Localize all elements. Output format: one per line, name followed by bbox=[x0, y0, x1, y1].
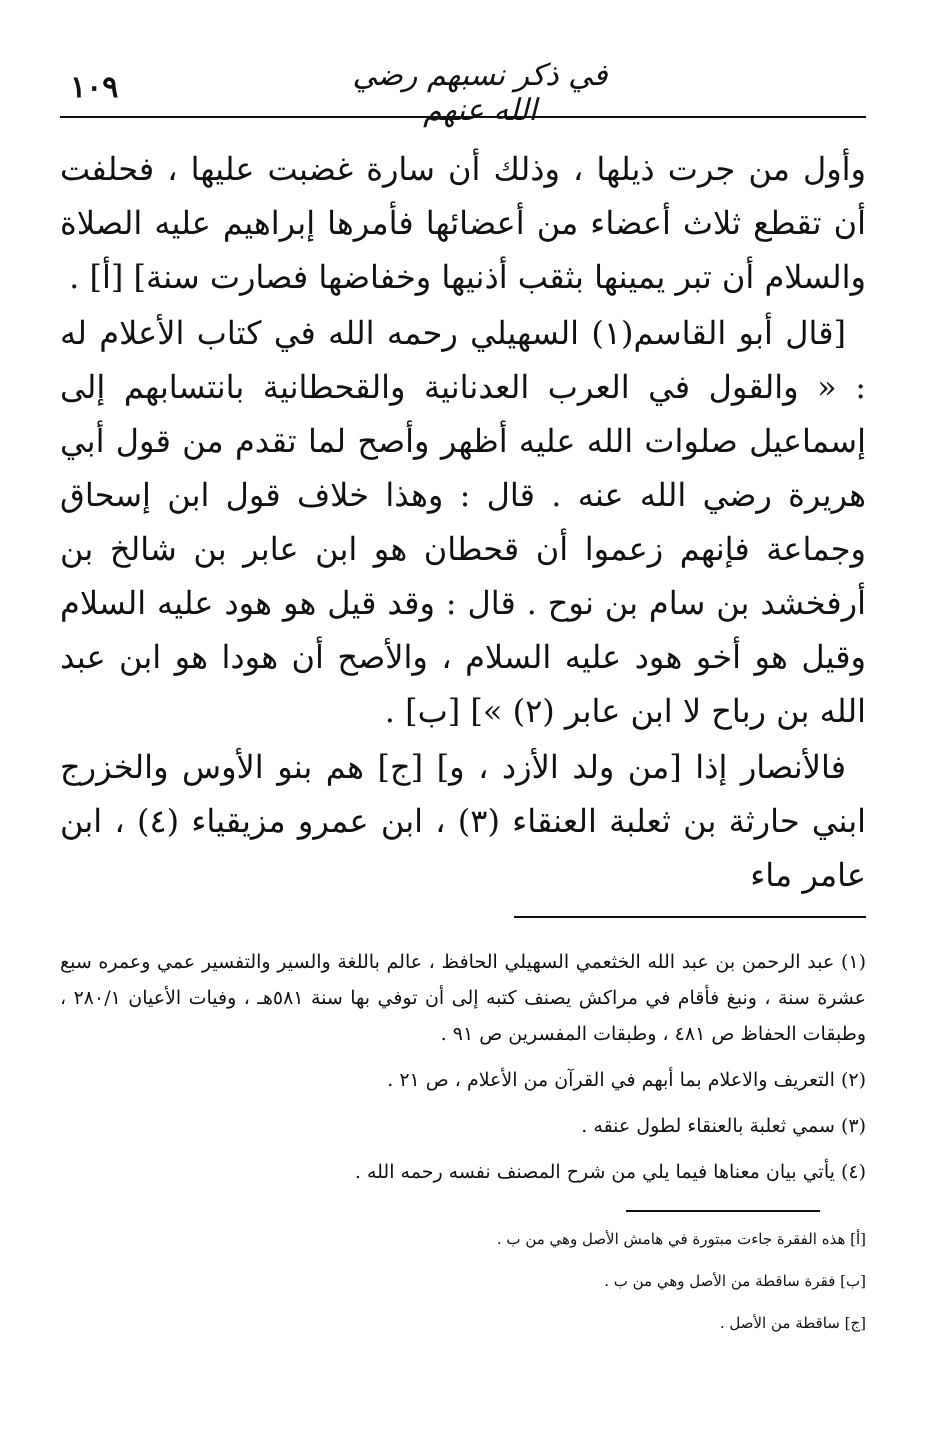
manuscript-variants bbox=[60, 1228, 866, 1334]
page-header bbox=[60, 52, 866, 128]
footnote-separator bbox=[514, 916, 866, 918]
variant-note: [ب] فقرة ساقطة من الأصل وهي من ب . bbox=[604, 1272, 866, 1290]
paragraph: وأول من جرت ذيلها ، وذلك أن سارة غضبت عليها ، فحلفت أن تقطع ثلاث أعضاء من أعضائها فأمرها إبراهيم عليه الصلاة والسلام أن تبر يمينها بثقب أذنيها وخفاضها فصارت سنة] [أ] . bbox=[60, 150, 866, 296]
main-text bbox=[60, 142, 866, 902]
footnote: (١) عبد الرحمن بن عبد الله الخثعمي السهيلي الحافظ ، عالم باللغة والسير والتفسير عمي وعمره سبع عشرة سنة ، ونبغ فأقام في مراكش يصنف كتبه إلى أن توفي بها سنة ٥٨١هـ ، وفيات الأعيان ٢٨٠/١ ، وطبقات الحفاظ ص ٤٨١ ، وطبقات المفسرين ص ٩١ . bbox=[60, 951, 866, 1045]
book-page bbox=[60, 52, 866, 1354]
footnote: (٢) التعريف والاعلام بما أبهم في القرآن من الأعلام ، ص ٢١ . bbox=[387, 1069, 866, 1091]
footnotes bbox=[60, 944, 866, 1190]
paragraph: فالأنصار إذا [من ولد الأزد ، و] [ج] هم بنو الأوس والخزرج ابني حارثة بن ثعلبة العنقاء (٣) ، ابن عمرو مزيقياء (٤) ، ابن عامر ماء bbox=[60, 748, 867, 894]
footnote: (٣) سمي ثعلبة بالعنقاء لطول عنقه . bbox=[581, 1115, 866, 1137]
paragraph: [قال أبو القاسم(١) السهيلي رحمه الله في كتاب الأعلام له : « والقول في العرب العدنانية والقحطانية بانتسابهم إلى إسماعيل صلوات الله عليه أظهر وأصح لما تقدم من قول أبي هريرة رضي الله عنه . قال : وهذا خلاف قول ابن إسحاق وجماعة فإنهم زعموا أن قحطان هو ابن عابر بن شالخ بن أرفخشد بن سام بن نوح . قال : وقد قيل هو هود عليه السلام وقيل هو أخو هود عليه السلام ، والأصح أن هودا هو ابن عبد الله بن رباح لا ابن عابر (٢) »] [ب] . bbox=[60, 314, 867, 730]
footnote: (٤) يأتي بيان معناها فيما يلي من شرح المصنف نفسه رحمه الله . bbox=[354, 1161, 866, 1183]
variant-note: [ج] ساقطة من الأصل . bbox=[719, 1314, 866, 1332]
variant-note: [أ] هذه الفقرة جاءت مبتورة في هامش الأصل وهي من ب . bbox=[496, 1230, 866, 1248]
page-number: ١٠٩ bbox=[70, 70, 119, 105]
variants-separator bbox=[626, 1210, 820, 1212]
running-title: في ذكر نسبهم رضي الله عنهم bbox=[352, 58, 608, 128]
